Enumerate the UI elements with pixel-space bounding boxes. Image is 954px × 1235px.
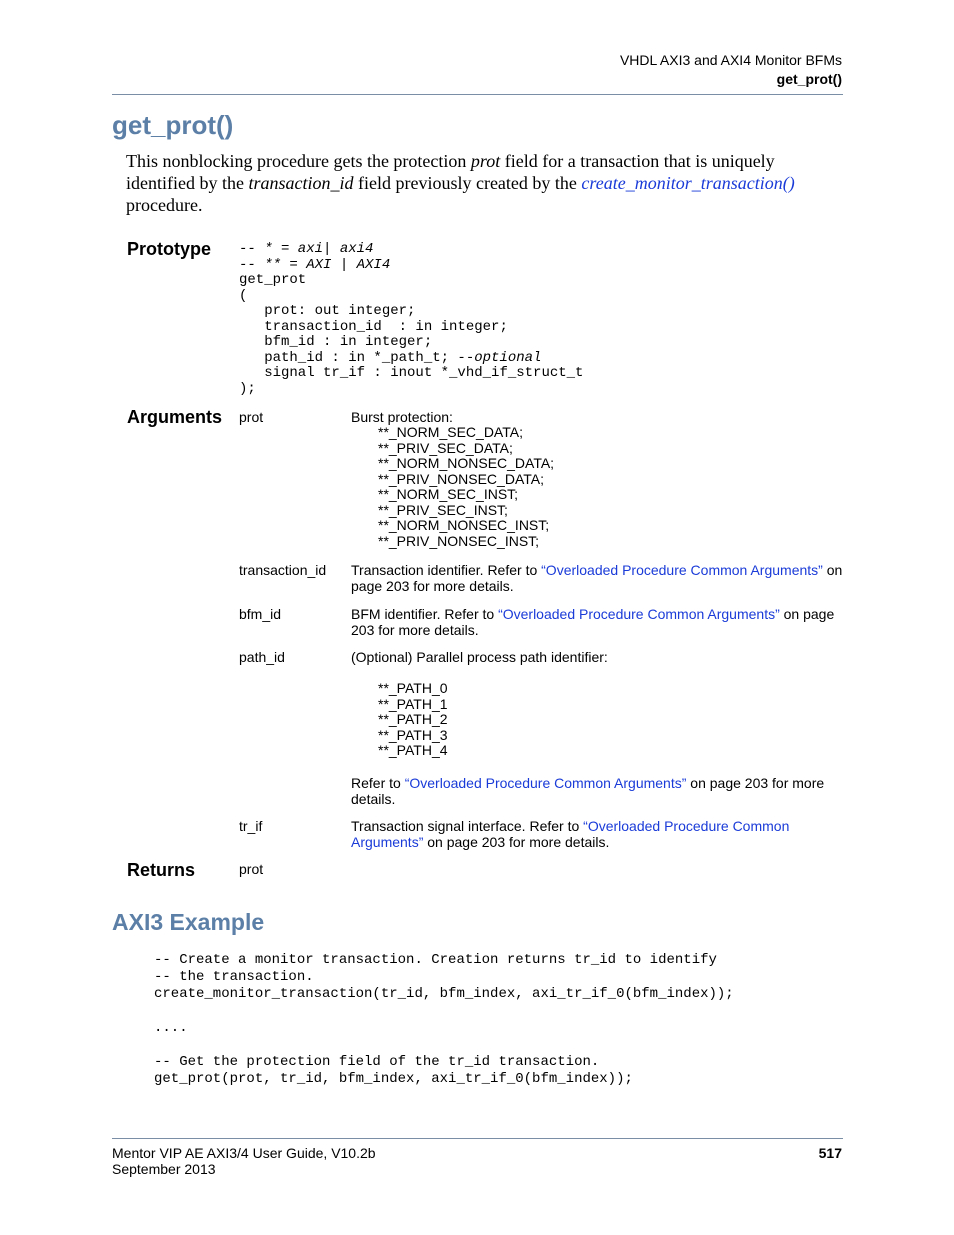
overloaded-args-link[interactable]: “Overloaded Procedure Common Arguments” bbox=[351, 818, 790, 850]
list-item: **_NORM_NONSEC_DATA; bbox=[378, 455, 555, 471]
arg-desc-bfm-id: BFM identifier. Refer to “Overloaded Procedure Common Arguments” on page 203 for more details. bbox=[351, 606, 835, 638]
footer-date: September 2013 bbox=[112, 1161, 216, 1177]
arg-desc-prot: Burst protection: **_NORM_SEC_DATA; **_PRIV_SEC_DATA; **_NORM_NONSEC_DATA; **_PRIV_NONSEC_DATA; **_NORM_SEC_INST; **_PRIV_SEC_INST; **_NORM_NONSEC_INST; **_PRIV_NONSEC_INST; bbox=[351, 409, 843, 549]
arg-name-tr-if: tr_if bbox=[239, 818, 263, 834]
prototype-code: -- * = axi| axi4 -- ** = AXI | AXI4 get_prot ( prot: out integer; transaction_id : in integer; bfm_id : in integer; path_id : in *_path_t; --optional signal tr_if : inout *_vhd_if_struct_t ); bbox=[239, 241, 584, 397]
transaction-id-term: transaction_id bbox=[248, 173, 354, 193]
list-item: **_PATH_0 bbox=[378, 680, 448, 696]
example-code: -- Create a monitor transaction. Creation returns tr_id to identify -- the transaction. create_monitor_transaction(tr_id, bfm_index, axi_tr_if_0(bfm_index)); .... -- Get the protection field of the tr_id transaction. get_prot(prot, tr_id, bfm_index, axi_tr_if_0(bfm_index)); bbox=[154, 952, 734, 1087]
create-monitor-transaction-link[interactable]: create_monitor_transaction() bbox=[581, 173, 795, 193]
arg-desc-tr-if: Transaction signal interface. Refer to “Overloaded Procedure Common Arguments” on page 203 for more details. bbox=[351, 818, 790, 850]
overloaded-args-link[interactable]: “Overloaded Procedure Common Arguments” bbox=[541, 562, 823, 578]
arg-desc-path-id: (Optional) Parallel process path identifier: **_PATH_0 **_PATH_1 **_PATH_2 **_PATH_3 **_PATH_4 Refer to “Overloaded Procedure Common Arguments” on page 203 for more details. bbox=[351, 649, 843, 807]
overloaded-args-link[interactable]: “Overloaded Procedure Common Arguments” bbox=[404, 774, 687, 791]
list-item: **_PATH_2 bbox=[378, 711, 448, 727]
list-item: **_NORM_SEC_INST; bbox=[378, 486, 519, 502]
section-title: get_prot() bbox=[112, 110, 234, 140]
list-item: **_PRIV_SEC_DATA; bbox=[378, 439, 513, 456]
list-item: **_NORM_SEC_DATA; bbox=[378, 424, 523, 440]
arg-name-transaction-id: transaction_id bbox=[239, 562, 327, 578]
prototype-label: Prototype bbox=[127, 239, 212, 259]
arg-name-path-id: path_id bbox=[239, 649, 285, 665]
header-rule bbox=[112, 94, 843, 95]
arguments-label: Arguments bbox=[127, 407, 223, 427]
prot-values-list bbox=[378, 425, 843, 549]
arg-desc-transaction-id: Transaction identifier. Refer to “Overloaded Procedure Common Arguments” on page 203 for more details. bbox=[351, 562, 843, 594]
running-header-title: VHDL AXI3 and AXI4 Monitor BFMs bbox=[619, 52, 842, 68]
list-item: **_PATH_3 bbox=[378, 726, 448, 743]
arg-name-prot: prot bbox=[239, 409, 264, 425]
footer-guide: Mentor VIP AE AXI3/4 User Guide, V10.2b bbox=[112, 1145, 376, 1161]
list-item: **_PATH_4 bbox=[378, 742, 448, 758]
example-title: AXI3 Example bbox=[112, 909, 265, 935]
path-id-reference: Refer to “Overloaded Procedure Common Arguments” on page 203 for more details. bbox=[351, 774, 825, 807]
list-item: **_PRIV_SEC_INST; bbox=[378, 501, 508, 518]
intro-paragraph: This nonblocking procedure gets the protection prot field for a transaction that is uniquely identified by the transaction_id field previously created by the create_monitor_transaction() procedure. bbox=[126, 151, 795, 215]
list-item: **_PRIV_NONSEC_DATA; bbox=[378, 470, 544, 487]
list-item: **_NORM_NONSEC_INST; bbox=[378, 517, 550, 533]
returns-value: prot bbox=[239, 861, 264, 877]
running-header-subtitle: get_prot() bbox=[776, 71, 842, 87]
page-number: 517 bbox=[818, 1145, 842, 1161]
overloaded-args-link[interactable]: “Overloaded Procedure Common Arguments” bbox=[498, 606, 780, 622]
returns-label: Returns bbox=[127, 860, 196, 880]
arg-name-bfm-id: bfm_id bbox=[239, 606, 282, 622]
list-item: **_PRIV_NONSEC_INST; bbox=[378, 532, 540, 549]
list-item: **_PATH_1 bbox=[378, 695, 448, 712]
footer-rule bbox=[112, 1138, 843, 1139]
footer-info bbox=[112, 1145, 376, 1177]
prot-term: prot bbox=[470, 151, 501, 171]
path-values-list bbox=[378, 681, 843, 759]
